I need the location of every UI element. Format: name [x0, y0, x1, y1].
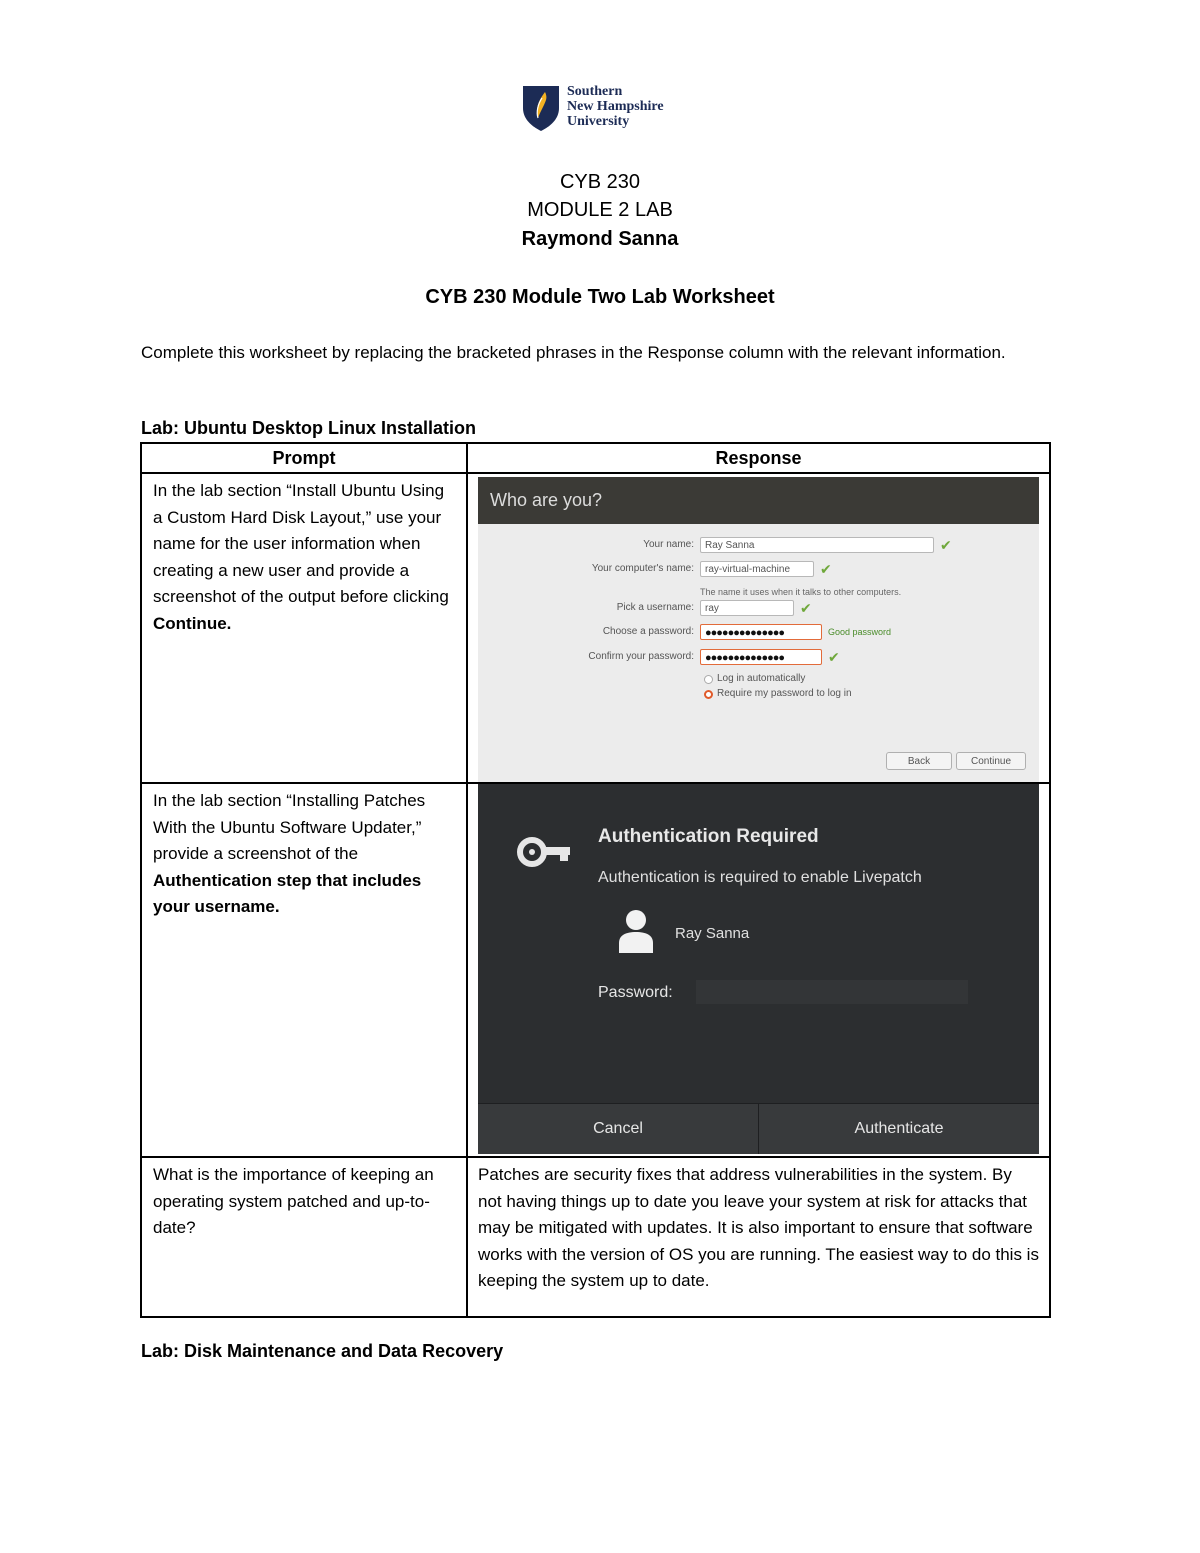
name-field[interactable]: Ray Sanna [700, 537, 934, 553]
installer-title: Who are you? [478, 477, 1039, 524]
lab1-heading: Lab: Ubuntu Desktop Linux Installation [141, 418, 476, 438]
table-header-row [141, 443, 1050, 473]
module-label: MODULE 2 LAB [527, 199, 673, 221]
radio-icon [704, 675, 713, 684]
intro-paragraph: Complete this worksheet by replacing the bracketed phrases in the Response column with the relevant information. [141, 343, 1006, 362]
back-button[interactable]: Back [886, 752, 952, 770]
username-field[interactable]: ray [700, 600, 794, 616]
authenticate-button[interactable]: Authenticate [758, 1104, 1039, 1154]
response-cell: Patches are security fixes that address vulnerabilities in the system. By not having things up to date you leave your system at risk for attacks that may be mitigated with updates. It is also important to ensure that software works with the version of OS you are running. The easiest way to do this is keeping the system up to date. [467, 1157, 1050, 1317]
table-row [141, 1157, 1050, 1317]
prompt-cell [141, 783, 467, 1157]
computer-label: Your computer's name: [591, 563, 694, 574]
auth-subtitle: Authentication is required to enable Livepatch [598, 869, 922, 886]
require-password-option[interactable] [704, 688, 852, 700]
logo-line-1: Southern [567, 84, 623, 99]
snhu-logo-text [567, 84, 664, 129]
snhu-shield-icon [521, 84, 561, 132]
password-strength: Good password [828, 627, 892, 637]
password-label: Choose a password: [602, 626, 694, 637]
prompt-text: In the lab section “Installing Patches With the Ubuntu Software Updater,” provide a screenshot of the [153, 791, 426, 863]
prompt-bold-text: Continue. [153, 613, 232, 633]
name-label: Your name: [643, 539, 694, 550]
table-row [141, 473, 1050, 783]
logo-line-2: New Hampshire [567, 99, 664, 114]
worksheet-title: CYB 230 Module Two Lab Worksheet [425, 286, 775, 308]
authentication-dialog-screenshot [478, 784, 1039, 1154]
course-code: CYB 230 [559, 171, 641, 193]
header-response: Response [467, 443, 1050, 473]
logo-line-3: University [567, 114, 630, 129]
ubuntu-installer-screenshot [478, 477, 1039, 782]
prompt-text: In the lab section “Install Ubuntu Using a Custom Hard Disk Layout,” use your name for the user information when creating a new user and provide a screenshot of the output before clicking [153, 481, 449, 606]
password-row [478, 622, 891, 642]
username-label: Pick a username: [616, 602, 694, 613]
response-cell [467, 783, 1050, 1157]
author-name: Raymond Sanna [521, 228, 679, 250]
check-icon: ✔ [940, 537, 952, 553]
snhu-logo [521, 84, 691, 134]
auth-title: Authentication Required [598, 826, 819, 847]
user-icon [618, 909, 654, 953]
require-password-label: Require my password to log in [717, 688, 852, 699]
confirm-row [478, 647, 840, 667]
auth-button-bar [478, 1103, 1039, 1154]
check-icon: ✔ [800, 600, 812, 616]
check-icon: ✔ [828, 649, 840, 665]
radio-selected-icon [704, 690, 713, 699]
confirm-label: Confirm your password: [588, 651, 694, 662]
login-auto-label: Log in automatically [717, 673, 806, 684]
password-input[interactable] [696, 980, 968, 1004]
lab2-heading: Lab: Disk Maintenance and Data Recovery [141, 1341, 504, 1361]
password-label: Password: [598, 984, 673, 1001]
worksheet-table [140, 442, 1051, 1318]
login-auto-option[interactable] [704, 673, 805, 685]
password-field[interactable]: ●●●●●●●●●●●●●● [700, 624, 822, 640]
response-cell [467, 473, 1050, 783]
auth-user-name: Ray Sanna [675, 925, 750, 942]
name-row [478, 535, 952, 555]
confirm-password-field[interactable]: ●●●●●●●●●●●●●● [700, 649, 822, 665]
table-row [141, 783, 1050, 1157]
computer-name-field[interactable]: ray-virtual-machine [700, 561, 814, 577]
cancel-button[interactable]: Cancel [593, 1120, 643, 1137]
prompt-cell: What is the importance of keeping an operating system patched and up-to-date? [141, 1157, 467, 1317]
header-prompt: Prompt [141, 443, 467, 473]
username-row [478, 598, 812, 618]
computer-row [478, 559, 832, 579]
key-icon [516, 834, 572, 870]
check-icon: ✔ [820, 561, 832, 577]
computer-name-hint: The name it uses when it talks to other computers. [700, 587, 902, 597]
prompt-cell [141, 473, 467, 783]
continue-button[interactable]: Continue [956, 752, 1026, 770]
prompt-bold-text: Authentication step that includes your username. [153, 870, 422, 916]
